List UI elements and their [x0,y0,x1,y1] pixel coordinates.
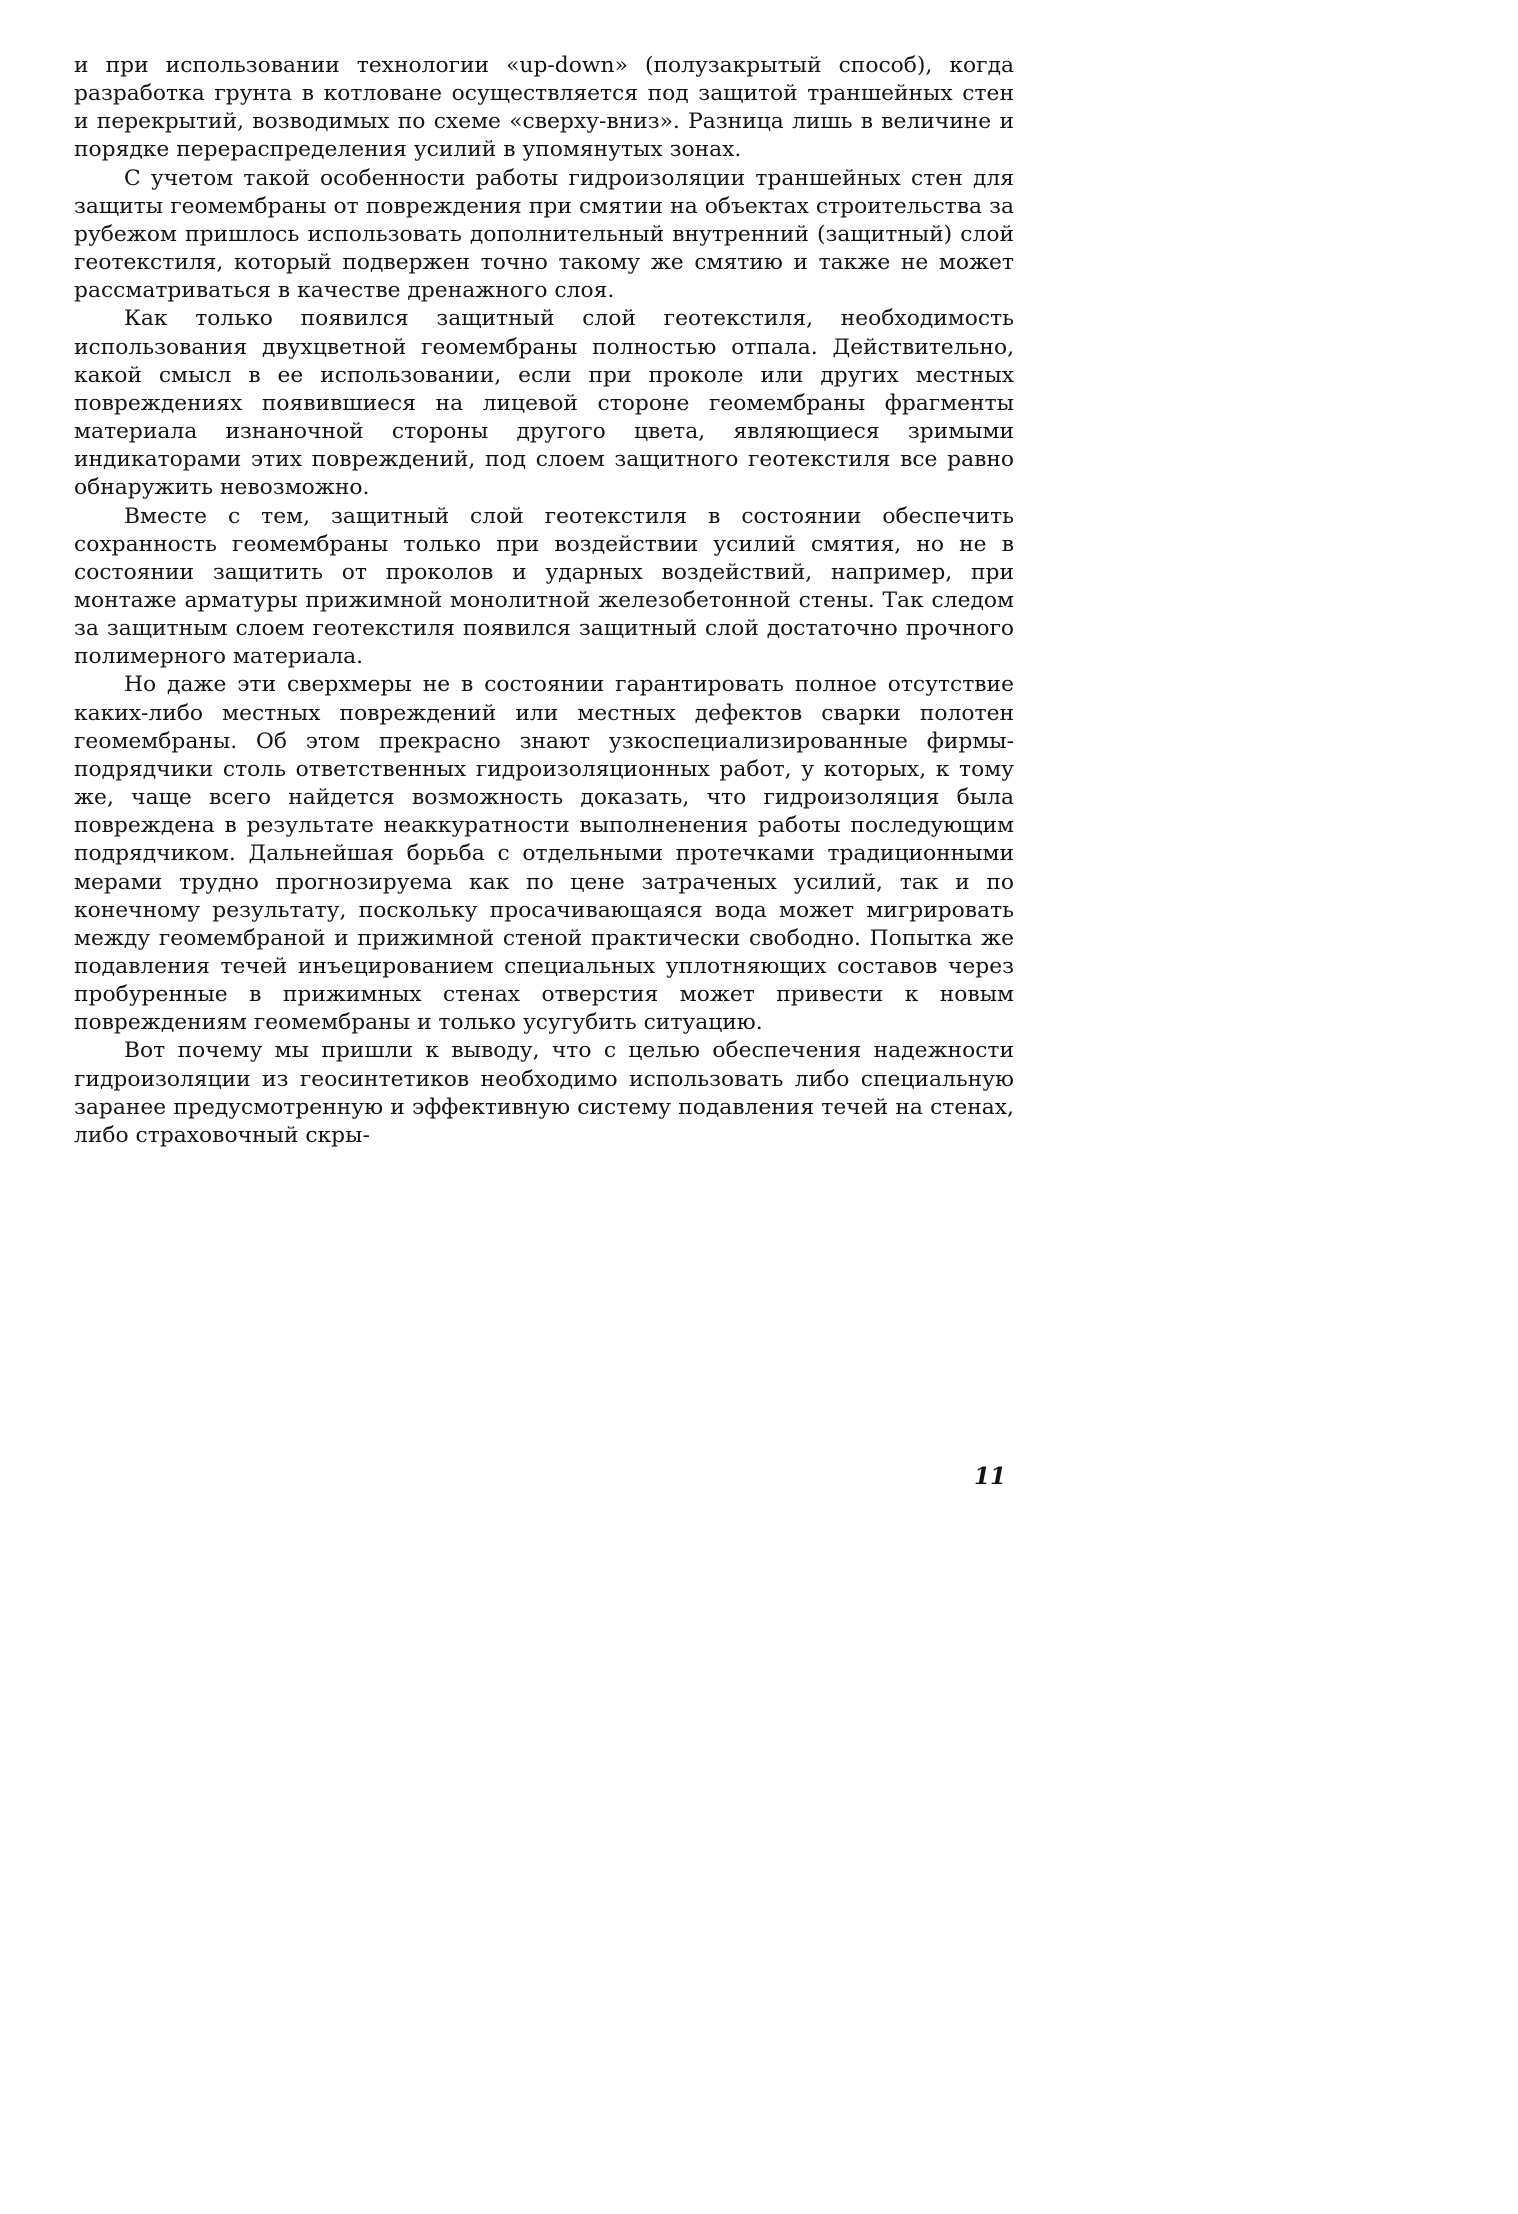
page-number: 11 [973,1463,1006,1490]
paragraph-4: Вместе с тем, защитный слой геотекстиля в состоянии обеспечить сохранность геомембраны только при воздействии усилий смятия, но не в состоянии защитить от проколов и ударных воздействий, например, при монтаже арматуры прижимной монолитной железобетонной стены. Так следом за защитным слоем геотекстиля появился защитный слой достаточно прочного полимерного материала. [74,503,1014,670]
paragraph-3: Как только появился защитный слой геотекстиля, необходимость использования двухцветной геомембраны полностью отпала. Действительно, какой смысл в ее использовании, если при проколе или других местных повреждениях появившиеся на лицевой стороне геомембраны фрагменты материала изнаночной стороны другого цвета, являющиеся зримыми индикаторами этих повреждений, под слоем защитного геотекстиля все равно обнаружить невозможно. [74,306,1014,501]
paragraph-1: и при использовании технологии «up-down» (полузакрытый способ), когда разработка грунта в котловане осуществляется под защитой траншейных стен и перекрытий, возводимых по схеме «сверху-вниз». Разница лишь в величине и порядке перераспределения усилий в упомянутых зонах. [74,53,1014,163]
paragraph-6: Вот почему мы пришли к выводу, что с целью обеспечения надежности гидроизоляции из геосинтетиков необходимо использовать либо специальную заранее предусмотренную и эффективную систему подавления течей на стенах, либо страховочный скры- [74,1038,1014,1148]
paragraph-2: С учетом такой особенности работы гидроизоляции траншейных стен для защиты геомембраны от повреждения при смятии на объектах строительства за рубежом пришлось использовать дополнительный внутренний (защитный) слой геотекстиля, который подвержен точно такому же смятию и также не может рассматриваться в качестве дренажного слоя. [74,165,1014,304]
paragraph-5: Но даже эти сверхмеры не в состоянии гарантировать полное отсутствие каких-либо местных повреждений или местных дефектов сварки полотен геомембраны. Об этом прекрасно знают узкоспециализированные фирмы-подрядчики столь ответственных гидроизоляционных работ, у которых, к тому же, чаще всего найдется возможность доказать, что гидроизоляция была повреждена в результате неаккуратности выполненения работы последующим подрядчиком. Дальнейшая борьба с отдельными протечками традиционными мерами трудно прогнозируема как по цене затраченых усилий, так и по конечному результату, поскольку просачивающаяся вода может мигрировать между геомембраной и прижимной стеной практически свободно. Попытка же подавления течей инъецированием специальных уплотняющих составов через пробуренные в прижимных стенах отверстия может привести к новым повреждениям геомембраны и только усугубить ситуацию. [74,672,1014,1036]
body-text [74,52,1014,1150]
document-page [0,0,1084,1536]
